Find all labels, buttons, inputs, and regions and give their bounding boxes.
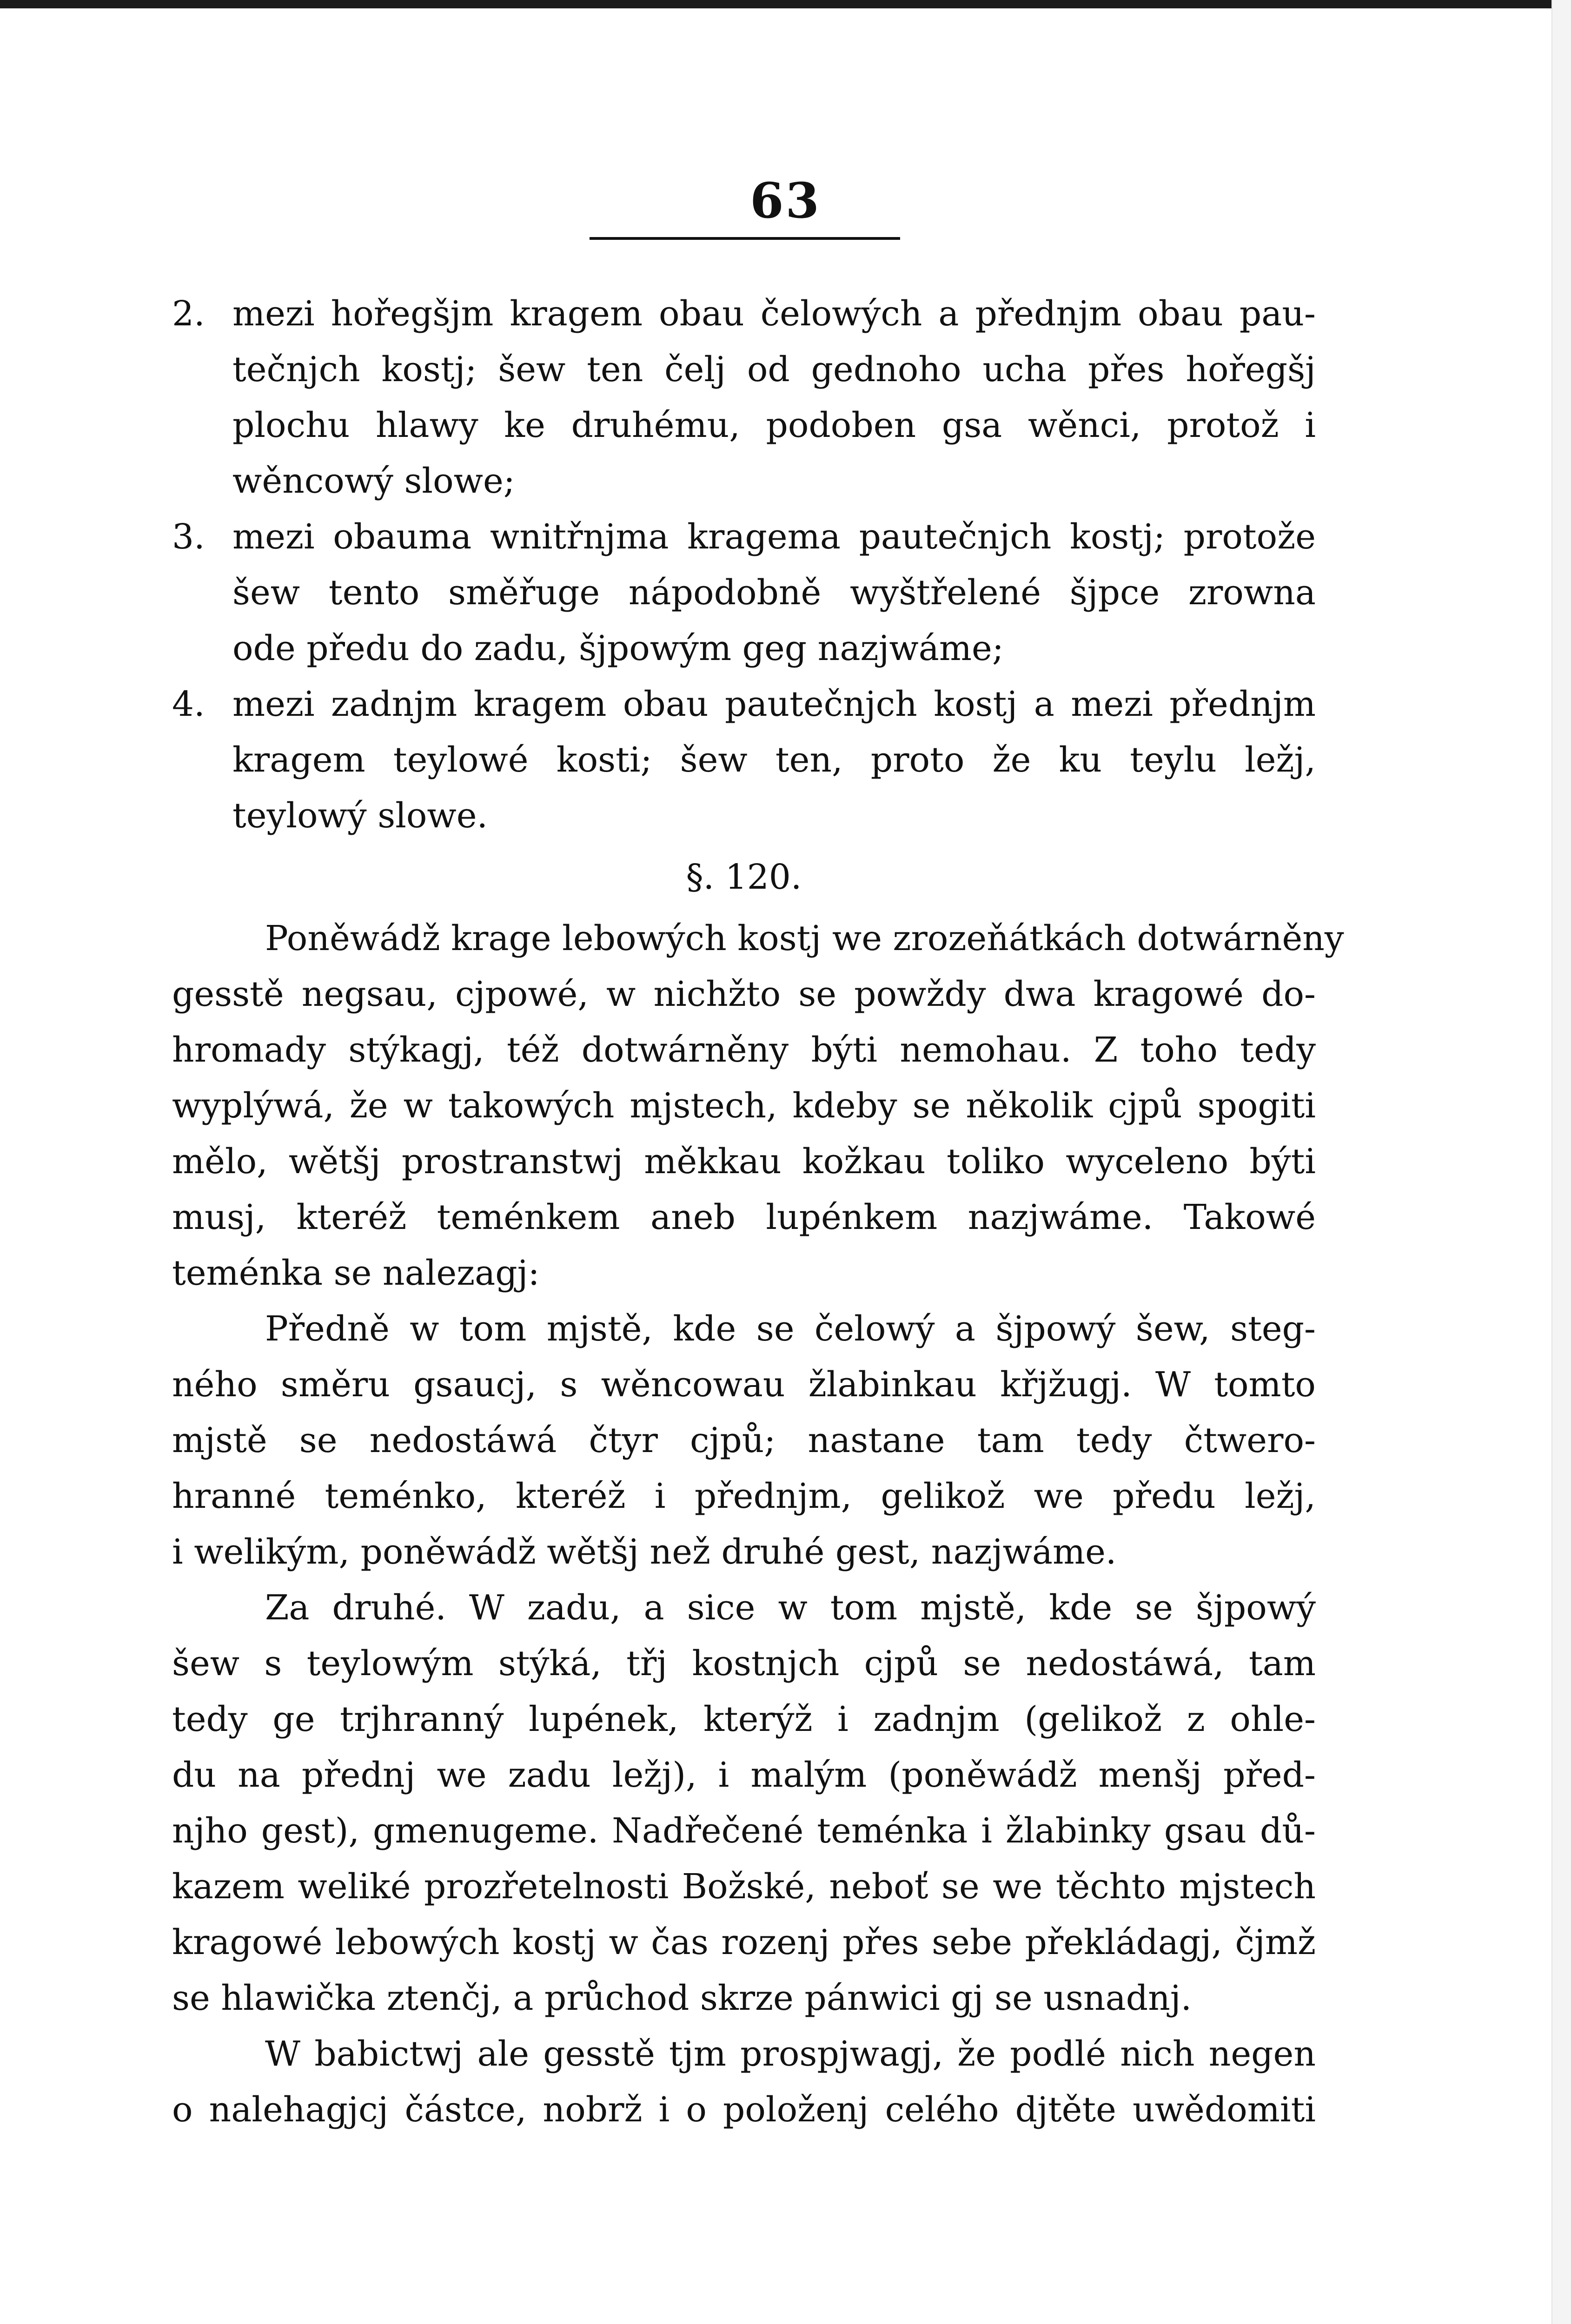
text-line: Poněwádž krage lebowých kostj we zrozeňátkách dotwárněny bbox=[265, 918, 1344, 958]
text-line: mezi obauma wnitřnjma kragema pautečnjch kostj; protože bbox=[232, 517, 1316, 557]
text-line: tečnjch kostj; šew ten čelj od gednoho ucha přes hořegšj bbox=[232, 350, 1316, 390]
text-line: hromady stýkagj, též dotwárněny býti nemohau. Z toho tedy bbox=[172, 1030, 1316, 1070]
text-line: i welikým, poněwádž wětšj než druhé gest, nazjwáme. bbox=[172, 1532, 1117, 1572]
list-item-text bbox=[232, 676, 1316, 844]
text-line: ného směru gsaucj, s wěncowau žlabinkau křjžugj. W tomto bbox=[172, 1365, 1316, 1405]
list-item-number: 4. bbox=[172, 684, 205, 724]
text-line: wyplýwá, že w takowých mjstech, kdeby se několik cjpů spogiti bbox=[172, 1086, 1316, 1126]
text-line: plochu hlawy ke druhému, podoben gsa wěnci, protož i bbox=[232, 405, 1316, 445]
paragraph bbox=[172, 1580, 1316, 2026]
text-line: hranné teménko, kteréž i přednjm, gelikož we předu ležj, bbox=[172, 1476, 1316, 1516]
list-item-number: 3. bbox=[172, 517, 205, 557]
text-line: o nalehagjcj částce, nobrž i o položenj celého djtěte uwědomiti bbox=[172, 2090, 1316, 2130]
page-top-edge bbox=[0, 0, 1571, 8]
page-right-edge bbox=[1551, 0, 1571, 2324]
list-item bbox=[172, 509, 1316, 676]
text-line: kazem weliké prozřetelnosti Božské, neboť se we těchto mjstech bbox=[172, 1867, 1316, 1907]
list-item-number: 2. bbox=[172, 294, 205, 334]
text-line: šew s teylowým stýká, třj kostnjch cjpů se nedostáwá, tam bbox=[172, 1644, 1316, 1684]
text-line: musj, kteréž teménkem aneb lupénkem nazjwáme. Takowé bbox=[172, 1197, 1316, 1237]
text-line: se hlawička ztenčj, a průchod skrze pánwici gj se usnadnj. bbox=[172, 1978, 1192, 2018]
text-line: ode předu do zadu, šjpowým geg nazjwáme; bbox=[232, 628, 1004, 668]
text-line: wěncowý slowe; bbox=[232, 461, 515, 501]
text-line: mezi zadnjm kragem obau pautečnjch kostj a mezi přednjm bbox=[232, 684, 1316, 724]
text-line: tedy ge trjhranný lupének, kterýž i zadnjm (gelikož z ohle- bbox=[172, 1699, 1316, 1739]
list-item-text bbox=[232, 286, 1316, 509]
text-line: gesstě negsau, cjpowé, w nichžto se powždy dwa kragowé do- bbox=[172, 974, 1316, 1014]
list-item bbox=[172, 286, 1316, 509]
text-line: teylowý slowe. bbox=[232, 796, 488, 836]
text-line: kragowé lebowých kostj w čas rozenj přes sebe překládagj, čjmž bbox=[172, 1922, 1316, 1962]
header-rule bbox=[590, 237, 900, 240]
list-item bbox=[172, 676, 1316, 844]
paragraph bbox=[172, 2026, 1316, 2138]
list-item-text bbox=[232, 509, 1316, 676]
text-line: mezi hořegšjm kragem obau čelowých a přednjm obau pau- bbox=[232, 294, 1316, 334]
paragraph bbox=[172, 1301, 1316, 1580]
page-number: 63 bbox=[750, 172, 821, 229]
text-line: mjstě se nedostáwá čtyr cjpů; nastane tam tedy čtwero- bbox=[172, 1420, 1316, 1460]
text-line: W babictwj ale gesstě tjm prospjwagj, že podlé nich negen bbox=[265, 2034, 1316, 2074]
text-line: kragem teylowé kosti; šew ten, proto že ku teylu ležj, bbox=[232, 740, 1316, 780]
section-heading: §. 120. bbox=[686, 857, 802, 897]
text-line: mělo, wětšj prostranstwj měkkau kožkau toliko wyceleno býti bbox=[172, 1142, 1316, 1182]
text-line: teménka se nalezagj: bbox=[172, 1253, 540, 1293]
text-line: njho gest), gmenugeme. Nadřečené teménka i žlabinky gsau dů- bbox=[172, 1811, 1316, 1851]
page-body bbox=[172, 286, 1344, 2138]
text-line: du na přednj we zadu ležj), i malým (poněwádž menšj před- bbox=[172, 1755, 1316, 1795]
paragraph bbox=[172, 911, 1344, 1301]
text-line: šew tento směřuge nápodobně wyštřelené šjpce zrowna bbox=[232, 573, 1316, 613]
text-line: Za druhé. W zadu, a sice w tom mjstě, kde se šjpowý bbox=[265, 1588, 1316, 1628]
text-line: Předně w tom mjstě, kde se čelowý a šjpowý šew, steg- bbox=[265, 1309, 1316, 1349]
